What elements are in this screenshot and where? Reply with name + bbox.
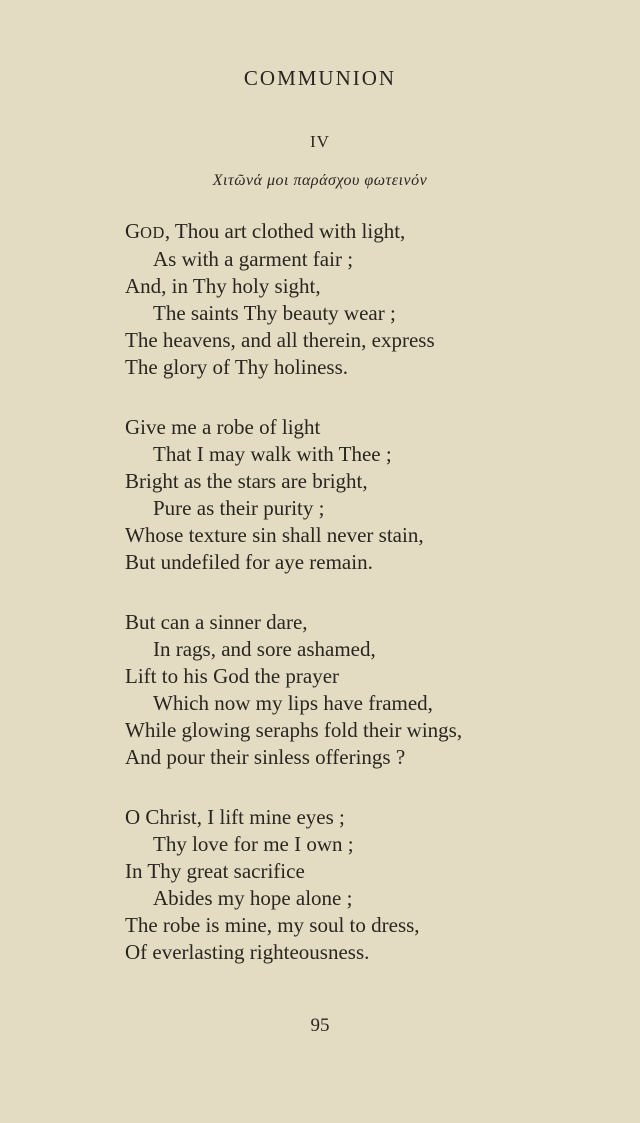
- drop-initial: G: [125, 219, 141, 243]
- poem-line: Lift to his God the prayer: [125, 664, 340, 688]
- poem-line: That I may walk with Thee ;: [153, 442, 392, 466]
- stanza-4: [125, 804, 625, 966]
- poem-line: [125, 218, 625, 246]
- poem-line: And pour their sinless offerings ?: [125, 745, 406, 769]
- poem-line: But can a sinner dare,: [125, 610, 308, 634]
- stanza-2: [125, 414, 625, 576]
- poem-line: Whose texture sin shall never stain,: [125, 523, 424, 547]
- stanza-3: [125, 609, 625, 771]
- poem-line: The robe is mine, my soul to dress,: [125, 913, 420, 937]
- section-numeral: IV: [310, 132, 330, 151]
- poem-line: The saints Thy beauty wear ;: [153, 301, 396, 325]
- poem-line: O Christ, I lift mine eyes ;: [125, 805, 345, 829]
- greek-epigraph: Χιτῶνά μοι παράσχου φωτεινόν: [212, 172, 428, 189]
- poem-line: While glowing seraphs fold their wings,: [125, 718, 463, 742]
- running-title: COMMUNION: [243, 66, 397, 90]
- poem-line: Thy love for me I own ;: [153, 832, 354, 856]
- poem-line: In rags, and sore ashamed,: [153, 637, 376, 661]
- poem-line: As with a garment fair ;: [153, 247, 354, 271]
- poem-line: Pure as their purity ;: [153, 496, 325, 520]
- poem-line: Of everlasting righteousness.: [125, 940, 370, 964]
- poem-body: [125, 218, 625, 999]
- poem-line: The heavens, and all therein, express: [125, 328, 435, 352]
- poem-line: Abides my hope alone ;: [153, 886, 353, 910]
- page-number: 95: [310, 1015, 330, 1036]
- poem-line: Give me a robe of light: [125, 415, 321, 439]
- line-text: , Thou art clothed with light,: [164, 219, 406, 243]
- poem-line: But undefiled for aye remain.: [125, 550, 373, 574]
- poem-line: And, in Thy holy sight,: [125, 274, 321, 298]
- poem-line: Which now my lips have framed,: [153, 691, 433, 715]
- stanza-1: [125, 218, 625, 381]
- poem-line: The glory of Thy holiness.: [125, 355, 349, 379]
- poem-line: In Thy great sacrifice: [125, 859, 305, 883]
- poem-line: Bright as the stars are bright,: [125, 469, 368, 493]
- small-caps-word: OD: [140, 223, 165, 242]
